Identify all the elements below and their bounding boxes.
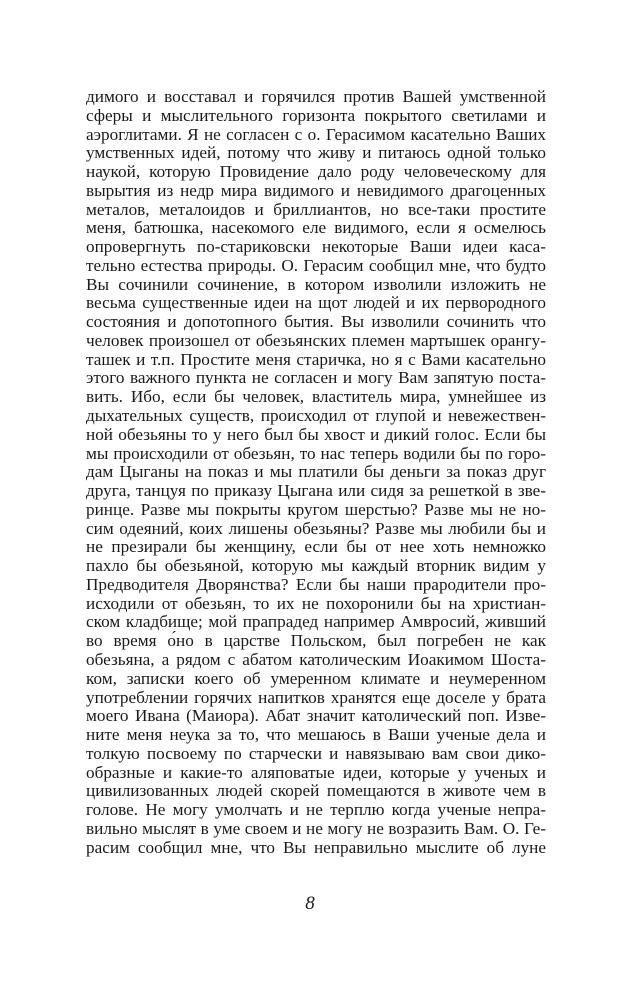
text-line: обезьяна, а рядом с абатом католическим Иоакимом Шоста- bbox=[86, 649, 546, 669]
text-line: человек произошел от обезьянских племен мартышек орангу- bbox=[86, 330, 546, 350]
text-line: наукой, которую Провидение дало роду человеческому для bbox=[86, 162, 546, 182]
text-line: моего Ивана (Маиора). Абат значит католический поп. Изве- bbox=[86, 706, 546, 726]
text-line: толкую посвоему по старчески и навязываю вам свои дико- bbox=[86, 743, 546, 763]
text-line: дыхательных существ, происходил от глупой и невежествен- bbox=[86, 406, 546, 426]
text-line: ните меня неука за то, что мешаюсь в Ваши ученые дела и bbox=[86, 725, 546, 745]
text-line: расим сообщил мне, что Вы неправильно мыслите об луне bbox=[86, 837, 546, 857]
text-line: сферы и мыслительного горизонта покрытого светилами и bbox=[86, 105, 546, 125]
text-line: состояния и допотопного бытия. Вы изволили сочинить что bbox=[86, 312, 546, 332]
text-line: сим одеяний, коих лишены обезьяны? Разве мы любили бы и bbox=[86, 518, 546, 538]
text-line: Вы сочинили сочинение, в котором изволили изложить не bbox=[86, 274, 546, 294]
text-line: не презирали бы женщину, если бы от нее хоть немножко bbox=[86, 537, 546, 557]
text-line: Предводителя Дворянства? Если бы наши прародители про- bbox=[86, 574, 546, 594]
text-line: мы происходили от обезьян, то нас теперь водили бы по горо- bbox=[86, 443, 546, 463]
text-line: образные и какие-то аляповатые идеи, которые у ученых и bbox=[86, 762, 546, 782]
text-line: ташек и т.п. Простите меня старичка, но я с Вами касательно bbox=[86, 349, 546, 369]
text-line: металов, металоидов и бриллиантов, но все-таки простите bbox=[86, 199, 546, 219]
text-line: исходили от обезьян, то их не похоронили бы на христиан- bbox=[86, 593, 546, 613]
text-line: ком, записки коего об умеренном климате и неумеренном bbox=[86, 668, 546, 688]
text-line: вильно мыслят в уме своем и не могу не возразить Вам. О. Ге- bbox=[86, 818, 546, 838]
text-line: во время о́но в царстве Польском, был погребен не как bbox=[86, 631, 546, 651]
text-line: вырытия из недр мира видимого и невидимого драгоценных bbox=[86, 180, 546, 200]
text-line: употреблении горячих напитков хранятся еще доселе у брата bbox=[86, 687, 546, 707]
text-line: цивилизованных людей скорей помещаются в животе чем в bbox=[86, 781, 546, 801]
text-line: ринце. Разве мы покрыты кругом шерстью? Разве мы не но- bbox=[86, 499, 546, 519]
text-line: аэроглитами. Я не согласен с о. Герасимом касательно Ваших bbox=[86, 124, 546, 144]
text-line: весьма существенные идеи на щот людей и их первородного bbox=[86, 293, 546, 313]
text-line: этого важного пункта не согласен и могу Вам запятую поста- bbox=[86, 368, 546, 388]
text-line: вить. Ибо, если бы человек, властитель мира, умнейшее из bbox=[86, 387, 546, 407]
page-body bbox=[86, 88, 546, 857]
text-line: меня, батюшка, насекомого еле видимого, если я осмелюсь bbox=[86, 218, 546, 238]
text-line: пахло бы обезьяной, которую мы каждый вторник видим у bbox=[86, 556, 546, 576]
text-line: тельно естества природы. О. Герасим сообщил мне, что будто bbox=[86, 255, 546, 275]
text-line: голове. Не могу умолчать и не терплю когда ученые непра- bbox=[86, 800, 546, 820]
text-line: димого и восставал и горячился против Вашей умственной bbox=[86, 87, 546, 106]
text-line: опровергнуть по-стариковски некоторые Ваши идеи каса- bbox=[86, 237, 546, 257]
text-line: дам Цыганы на показ и мы платили бы деньги за показ друг bbox=[86, 462, 546, 482]
page-number: 8 bbox=[305, 893, 315, 914]
text-line: умственных идей, потому что живу и питаюсь одной только bbox=[86, 143, 546, 163]
text-line: друга, танцуя по приказу Цыгана или сидя за решеткой в зве- bbox=[86, 481, 546, 501]
text-line: ском кладбище; мой прапрадед например Амвросий, живший bbox=[86, 612, 546, 632]
text-line: ной обезьяны то у него был бы хвост и дикий голос. Если бы bbox=[86, 424, 546, 444]
